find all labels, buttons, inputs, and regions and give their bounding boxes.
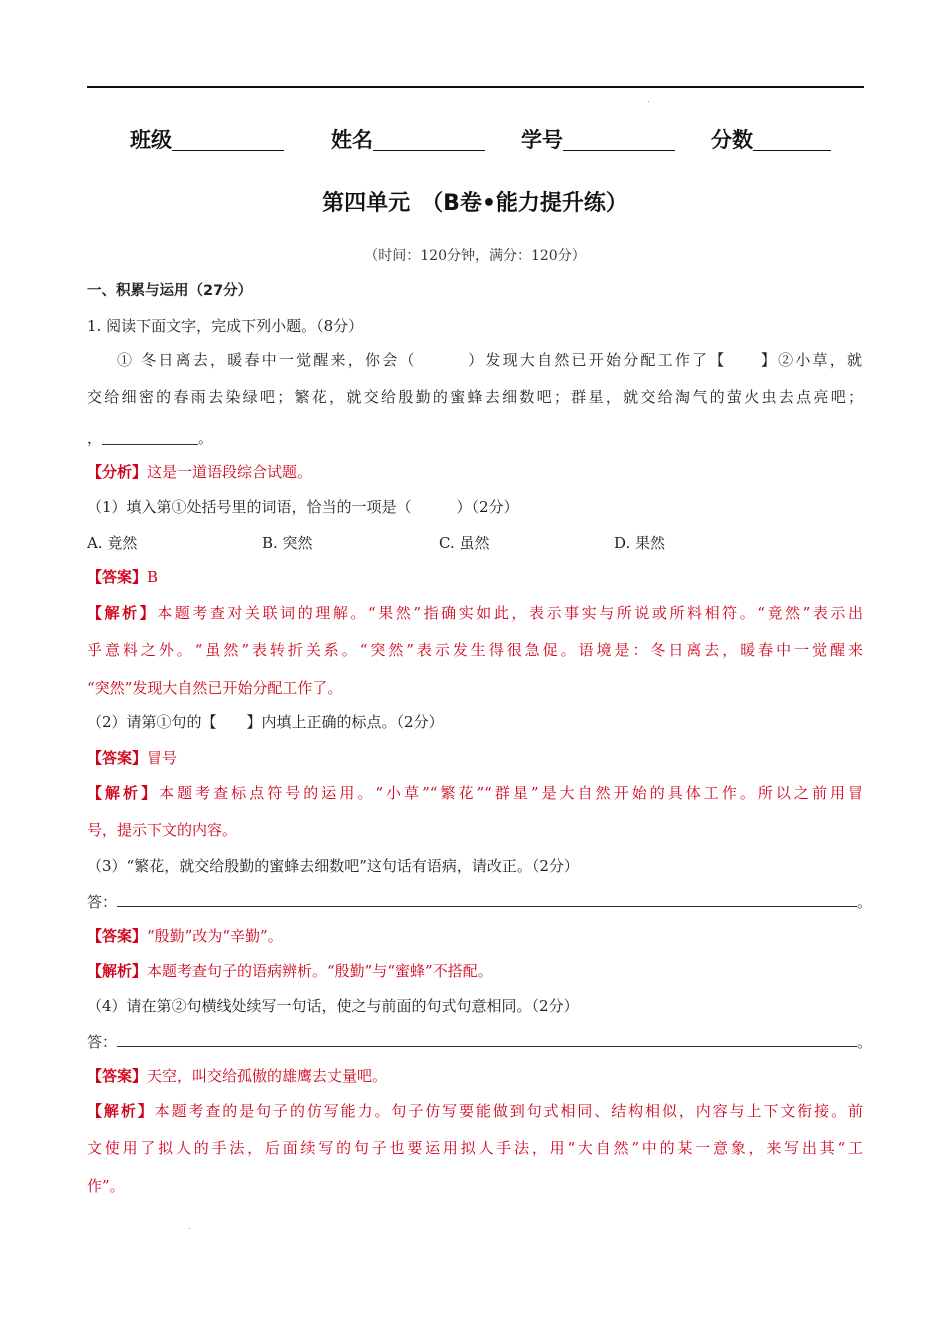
name-blank[interactable] [373, 128, 485, 151]
answer-writing-line[interactable] [117, 1046, 857, 1047]
answer-end: 。 [857, 893, 873, 911]
passage-line: 交给细密的春雨去染绿吧；繁花，就交给殷勤的蜜蜂去细数吧；群星，就交给淘气的萤火虫去点亮吧； [87, 388, 863, 406]
score-label: 分数 [711, 128, 753, 152]
student-id-field [521, 124, 675, 154]
sub-question-1: （1）填入第①处括号里的词语，恰当的一项是（ ）（2分） [87, 498, 519, 516]
header-rule [87, 86, 864, 88]
answer-text: 冒号 [147, 749, 178, 767]
answer-text: “殷勤”改为“辛勤”。 [147, 927, 283, 945]
score-blank[interactable] [753, 128, 831, 151]
explanation-text: 本题考查句子的语病辨析。“殷勤”与“蜜蜂”不搭配。 [147, 962, 493, 980]
explanation-line: 文使用了拟人的手法，后面续写的句子也要运用拟人手法，用“大自然”中的某一意象，来写出其“工 [87, 1139, 863, 1157]
explanation-line [87, 783, 863, 803]
answer-end: 。 [857, 1033, 873, 1051]
analysis-tag: 【分析】 [87, 463, 148, 481]
explanation-line: 乎意料之外。“虽然”表转折关系。“突然”表示发生得很急促。语境是：冬日离去，暖春中一觉醒来 [87, 641, 863, 659]
explanation-line [87, 603, 863, 623]
class-blank[interactable] [172, 128, 284, 151]
explanation-text: 本题考查对关联词的理解。“果然”指确实如此，表示事实与所说或所料相符。“竟然”表示出 [157, 604, 863, 622]
answer-text: B [147, 568, 159, 586]
passage-period: 。 [198, 429, 214, 447]
passage-line: ① 冬日离去，暖春中一觉醒来，你会（ ）发现大自然已开始分配工作了【 】②小草，就 [117, 351, 862, 369]
student-id-blank[interactable] [563, 128, 675, 151]
option-d[interactable]: D. 果然 [614, 534, 666, 552]
answer [87, 748, 865, 768]
answer [87, 1066, 865, 1086]
name-field [331, 124, 485, 154]
answer-tag: 【答案】 [87, 749, 148, 767]
explanation-tag: 【解析】 [87, 784, 160, 802]
passage-line [87, 428, 865, 448]
explanation-tag: 【解析】 [87, 1102, 155, 1120]
speck [648, 101, 649, 102]
explanation-line: 号，提示下文的内容。 [87, 821, 238, 839]
sub-question-3: （3）“繁花，就交给殷勤的蜜蜂去细数吧”这句话有语病，请改正。（2分） [87, 857, 579, 875]
score-field [711, 124, 831, 154]
option-a[interactable]: A. 竟然 [87, 534, 138, 552]
explanation-text: 本题考查标点符号的运用。“小草”“繁花”“群星”是大自然开始的具体工作。所以之前用冒 [159, 784, 863, 802]
answer-prompt: 答： [87, 893, 118, 911]
answer-tag: 【答案】 [87, 927, 148, 945]
answer-prompt: 答： [87, 1033, 118, 1051]
explanation-line: 作”。 [87, 1177, 125, 1195]
explanation-line: “突然”发现大自然已开始分配工作了。 [87, 679, 343, 697]
answer-prompt-row [87, 892, 873, 912]
explanation-tag: 【解析】 [87, 962, 148, 980]
answer-writing-line[interactable] [117, 906, 857, 907]
option-b[interactable]: B. 突然 [262, 534, 313, 552]
section-heading: 一、积累与运用（27分） [87, 283, 253, 299]
name-label: 姓名 [331, 128, 373, 152]
explanation-line [87, 961, 865, 981]
passage-comma: ， [87, 429, 103, 447]
class-field [130, 124, 284, 154]
exam-subtitle: （时间：120分钟，满分：120分） [364, 248, 586, 264]
answer-prompt-row [87, 1032, 873, 1052]
student-info-row [130, 124, 850, 160]
answer [87, 926, 865, 946]
page-title: 第四单元 （B卷•能力提升练） [322, 191, 628, 216]
explanation-line [87, 1101, 863, 1121]
answer-tag: 【答案】 [87, 1067, 148, 1085]
explanation-tag: 【解析】 [87, 604, 158, 622]
question-1-stem: 1. 阅读下面文字，完成下列小题。（8分） [87, 317, 364, 335]
speck [189, 1228, 190, 1229]
class-label: 班级 [130, 128, 172, 152]
answer-text: 天空，叫交给孤傲的雄鹰去丈量吧。 [147, 1067, 388, 1085]
sub-question-4: （4）请在第②句横线处续写一句话，使之与前面的句式句意相同。（2分） [87, 997, 579, 1015]
option-c[interactable]: C. 虽然 [439, 534, 490, 552]
analysis-text: 这是一道语段综合试题。 [147, 463, 313, 481]
student-id-label: 学号 [521, 128, 563, 152]
explanation-text: 本题考查的是句子的仿写能力。句子仿写要能做到句式相同、结构相似，内容与上下文衔接。前 [154, 1102, 863, 1120]
passage-blank[interactable] [102, 430, 198, 445]
analysis [87, 462, 865, 482]
answer [87, 567, 865, 587]
sub-question-2: （2）请第①句的【 】内填上正确的标点。（2分） [87, 713, 444, 731]
answer-tag: 【答案】 [87, 568, 148, 586]
